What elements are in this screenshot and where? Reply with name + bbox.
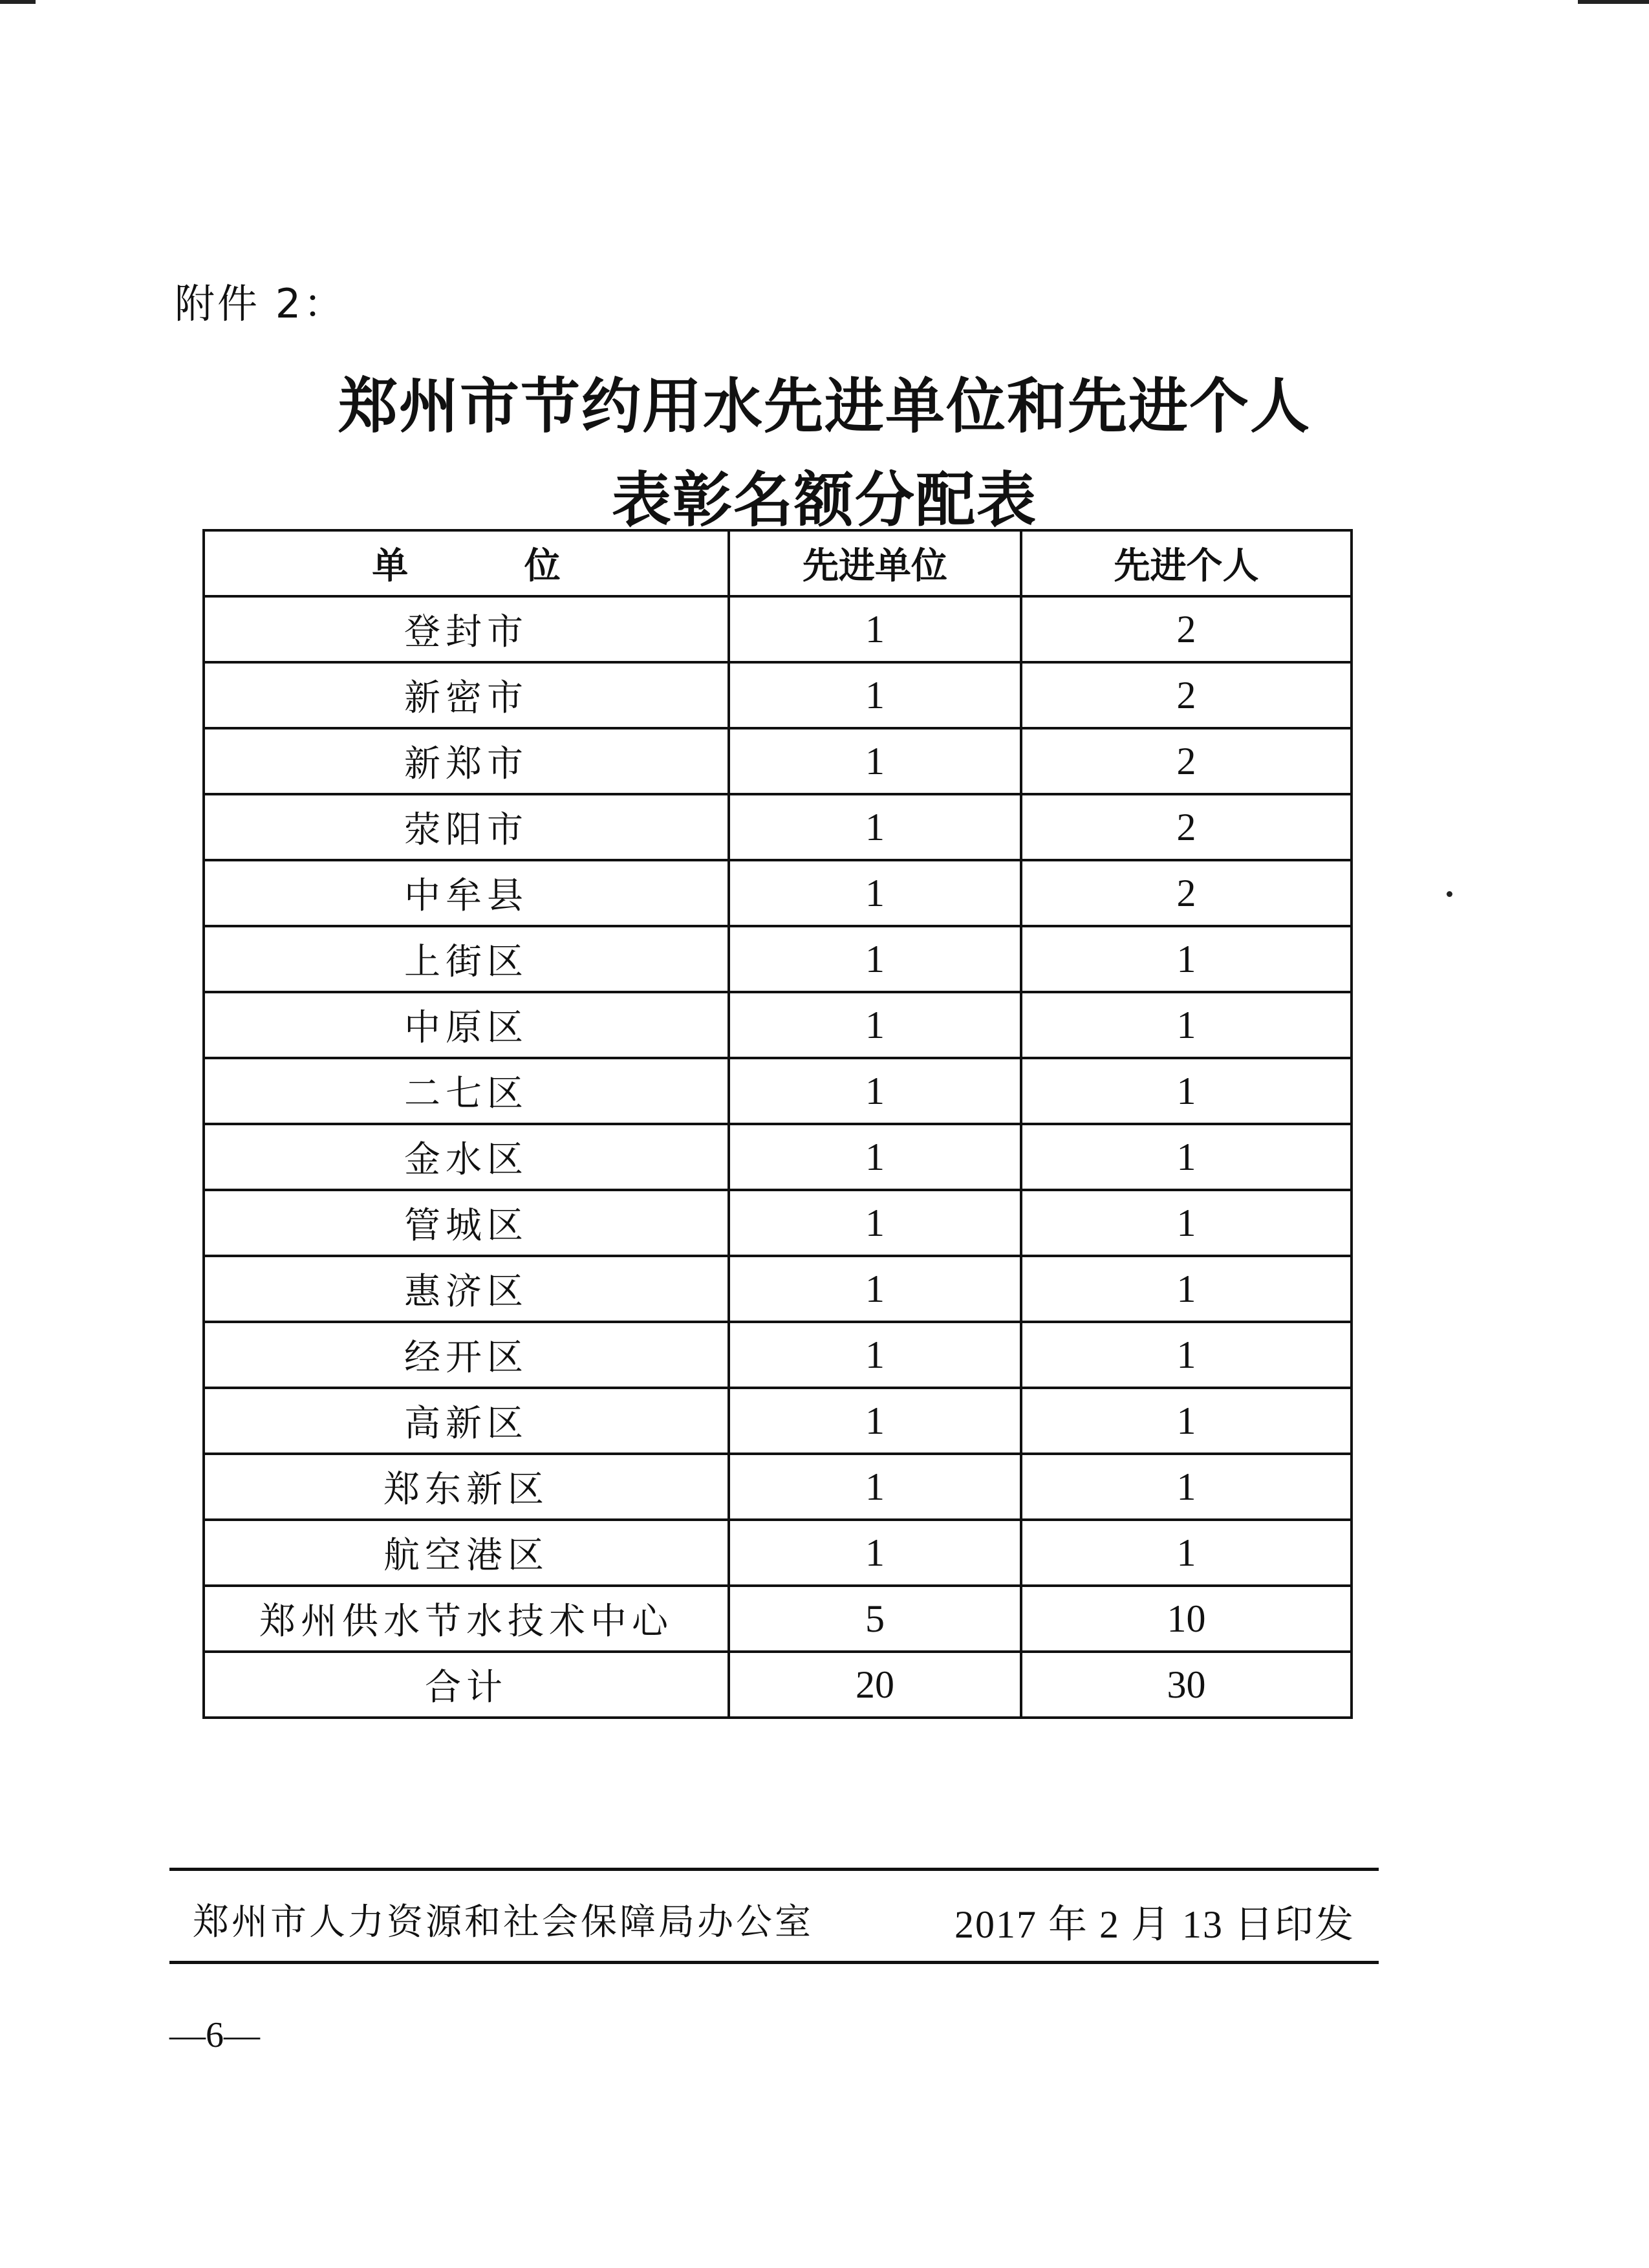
table-row [204,926,1352,992]
cell-advanced-individuals: 2 [1021,728,1352,794]
column-header-advanced-individuals: 先进个人 [1021,530,1352,596]
cell-advanced-individuals: 2 [1021,794,1352,860]
table-row [204,1190,1352,1256]
cell-advanced-individuals: 1 [1021,1124,1352,1190]
table-row [204,992,1352,1058]
cell-advanced-individuals: 1 [1021,1454,1352,1520]
document-title-line2: 表彰名额分配表 [611,465,1037,535]
attachment-label: 附件 2： [175,280,347,327]
cell-advanced-units: 1 [729,992,1021,1058]
cell-advanced-individuals: 2 [1021,662,1352,728]
table-row [204,1520,1352,1586]
scan-edge-mark [0,0,36,4]
cell-advanced-individuals: 2 [1021,596,1352,662]
cell-advanced-units: 1 [729,1388,1021,1454]
cell-advanced-individuals: 1 [1021,1520,1352,1586]
table-row [204,1322,1352,1388]
table-row [204,860,1352,926]
table-row [204,1256,1352,1322]
cell-unit: 二七区 [204,1058,729,1124]
issuing-office: 郑州市人力资源和社会保障局办公室 [193,1901,814,1943]
footer-rule-bottom [169,1961,1379,1964]
cell-advanced-individuals: 10 [1021,1586,1352,1652]
table-row [204,662,1352,728]
cell-advanced-units: 5 [729,1586,1021,1652]
scan-speck [1447,891,1452,897]
cell-unit: 新郑市 [204,728,729,794]
column-header-unit: 单 位 [204,530,729,596]
cell-advanced-units: 1 [729,1190,1021,1256]
cell-advanced-individuals: 1 [1021,1256,1352,1322]
cell-unit: 中原区 [204,992,729,1058]
cell-unit: 管城区 [204,1190,729,1256]
table-row [204,1454,1352,1520]
cell-advanced-units: 1 [729,1520,1021,1586]
table-row [204,1586,1352,1652]
cell-unit: 荥阳市 [204,794,729,860]
cell-advanced-individuals: 1 [1021,1058,1352,1124]
footer-rule-top [169,1868,1379,1871]
cell-advanced-units: 1 [729,1454,1021,1520]
cell-advanced-individuals: 1 [1021,1388,1352,1454]
cell-unit: 上街区 [204,926,729,992]
cell-advanced-units: 1 [729,1322,1021,1388]
cell-advanced-individuals: 30 [1021,1652,1352,1718]
table-row [204,1058,1352,1124]
cell-advanced-units: 1 [729,1256,1021,1322]
cell-advanced-units: 1 [729,860,1021,926]
page-number: —6— [169,2015,260,2055]
cell-advanced-units: 1 [729,1058,1021,1124]
cell-advanced-individuals: 2 [1021,860,1352,926]
cell-unit: 惠济区 [204,1256,729,1322]
allocation-table [202,529,1353,1719]
column-header-advanced-units: 先进单位 [729,530,1021,596]
table-row [204,1388,1352,1454]
issue-date: 2017 年 2 月 13 日印发 [954,1903,1355,1946]
table-row [204,794,1352,860]
cell-advanced-units: 1 [729,728,1021,794]
table-body [204,596,1352,1718]
cell-unit: 航空港区 [204,1520,729,1586]
cell-advanced-units: 1 [729,596,1021,662]
cell-unit: 合计 [204,1652,729,1718]
cell-unit: 新密市 [204,662,729,728]
cell-unit: 经开区 [204,1322,729,1388]
table-row [204,596,1352,662]
cell-advanced-units: 20 [729,1652,1021,1718]
cell-advanced-units: 1 [729,1124,1021,1190]
document-title-line1: 郑州市节约用水先进单位和先进个人 [338,371,1311,441]
table-row [204,728,1352,794]
scan-edge-mark [1578,0,1649,4]
cell-advanced-units: 1 [729,794,1021,860]
table-row [204,1124,1352,1190]
cell-advanced-individuals: 1 [1021,926,1352,992]
cell-advanced-individuals: 1 [1021,1190,1352,1256]
cell-advanced-individuals: 1 [1021,1322,1352,1388]
cell-advanced-units: 1 [729,926,1021,992]
cell-unit: 登封市 [204,596,729,662]
cell-unit: 金水区 [204,1124,729,1190]
table-header-row [204,530,1352,596]
cell-advanced-units: 1 [729,662,1021,728]
cell-unit: 郑州供水节水技术中心 [204,1586,729,1652]
cell-advanced-individuals: 1 [1021,992,1352,1058]
cell-unit: 中牟县 [204,860,729,926]
cell-unit: 高新区 [204,1388,729,1454]
table-row [204,1652,1352,1718]
cell-unit: 郑东新区 [204,1454,729,1520]
